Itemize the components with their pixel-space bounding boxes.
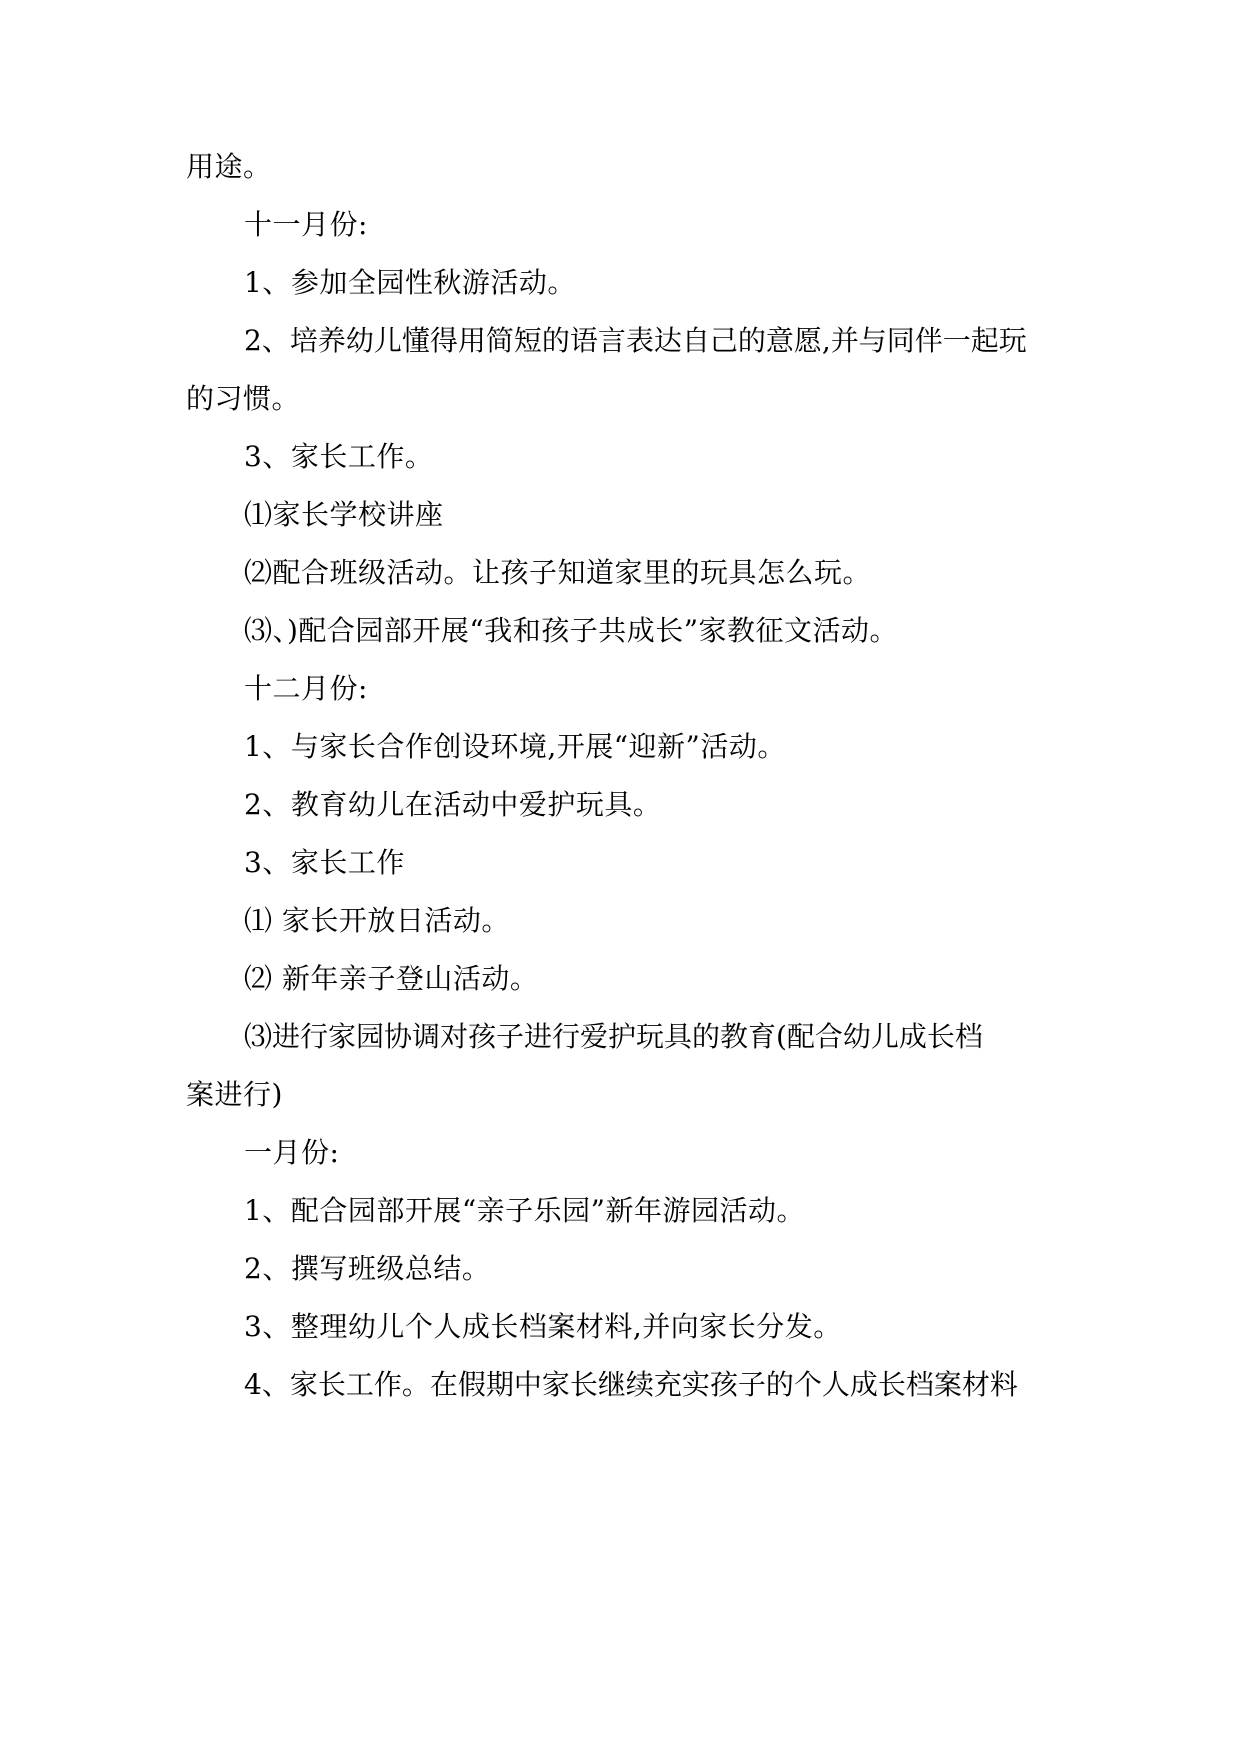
text-line: 2、培养幼儿懂得用简短的语言表达自己的意愿,并与同伴一起玩	[244, 324, 1027, 357]
section-heading-january: 一月份:	[244, 1136, 340, 1169]
text-line: ⑶、)配合园部开展“我和孩子共成长”家教征文活动。	[244, 614, 899, 647]
text-line: 用途。	[186, 150, 272, 183]
text-line: 3、家长工作。	[244, 440, 434, 473]
text-line: 案进行)	[186, 1078, 283, 1111]
text-line: 的习惯。	[186, 382, 301, 415]
text-line: 3、家长工作	[244, 846, 405, 879]
text-line: ⑵ 新年亲子登山活动。	[244, 962, 539, 995]
text-line: 4、家长工作。在假期中家长继续充实孩子的个人成长档案材料	[244, 1368, 1018, 1401]
section-heading-december: 十二月份:	[244, 672, 368, 705]
text-line: ⑶进行家园协调对孩子进行爱护玩具的教育(配合幼儿成长档	[244, 1020, 983, 1053]
text-line: 1、配合园部开展“亲子乐园”新年游园活动。	[244, 1194, 805, 1227]
text-line: 2、教育幼儿在活动中爱护玩具。	[244, 788, 662, 821]
text-line: 1、参加全园性秋游活动。	[244, 266, 576, 299]
text-line: ⑵配合班级活动。让孩子知道家里的玩具怎么玩。	[244, 556, 872, 589]
text-line: 2、撰写班级总结。	[244, 1252, 491, 1285]
text-line: 1、与家长合作创设环境,开展“迎新”活动。	[244, 730, 786, 763]
section-heading-november: 十一月份:	[244, 208, 368, 241]
text-line: ⑴家长学校讲座	[244, 498, 444, 531]
text-line: ⑴ 家长开放日活动。	[244, 904, 510, 937]
text-line: 3、整理幼儿个人成长档案材料,并向家长分发。	[244, 1310, 842, 1343]
